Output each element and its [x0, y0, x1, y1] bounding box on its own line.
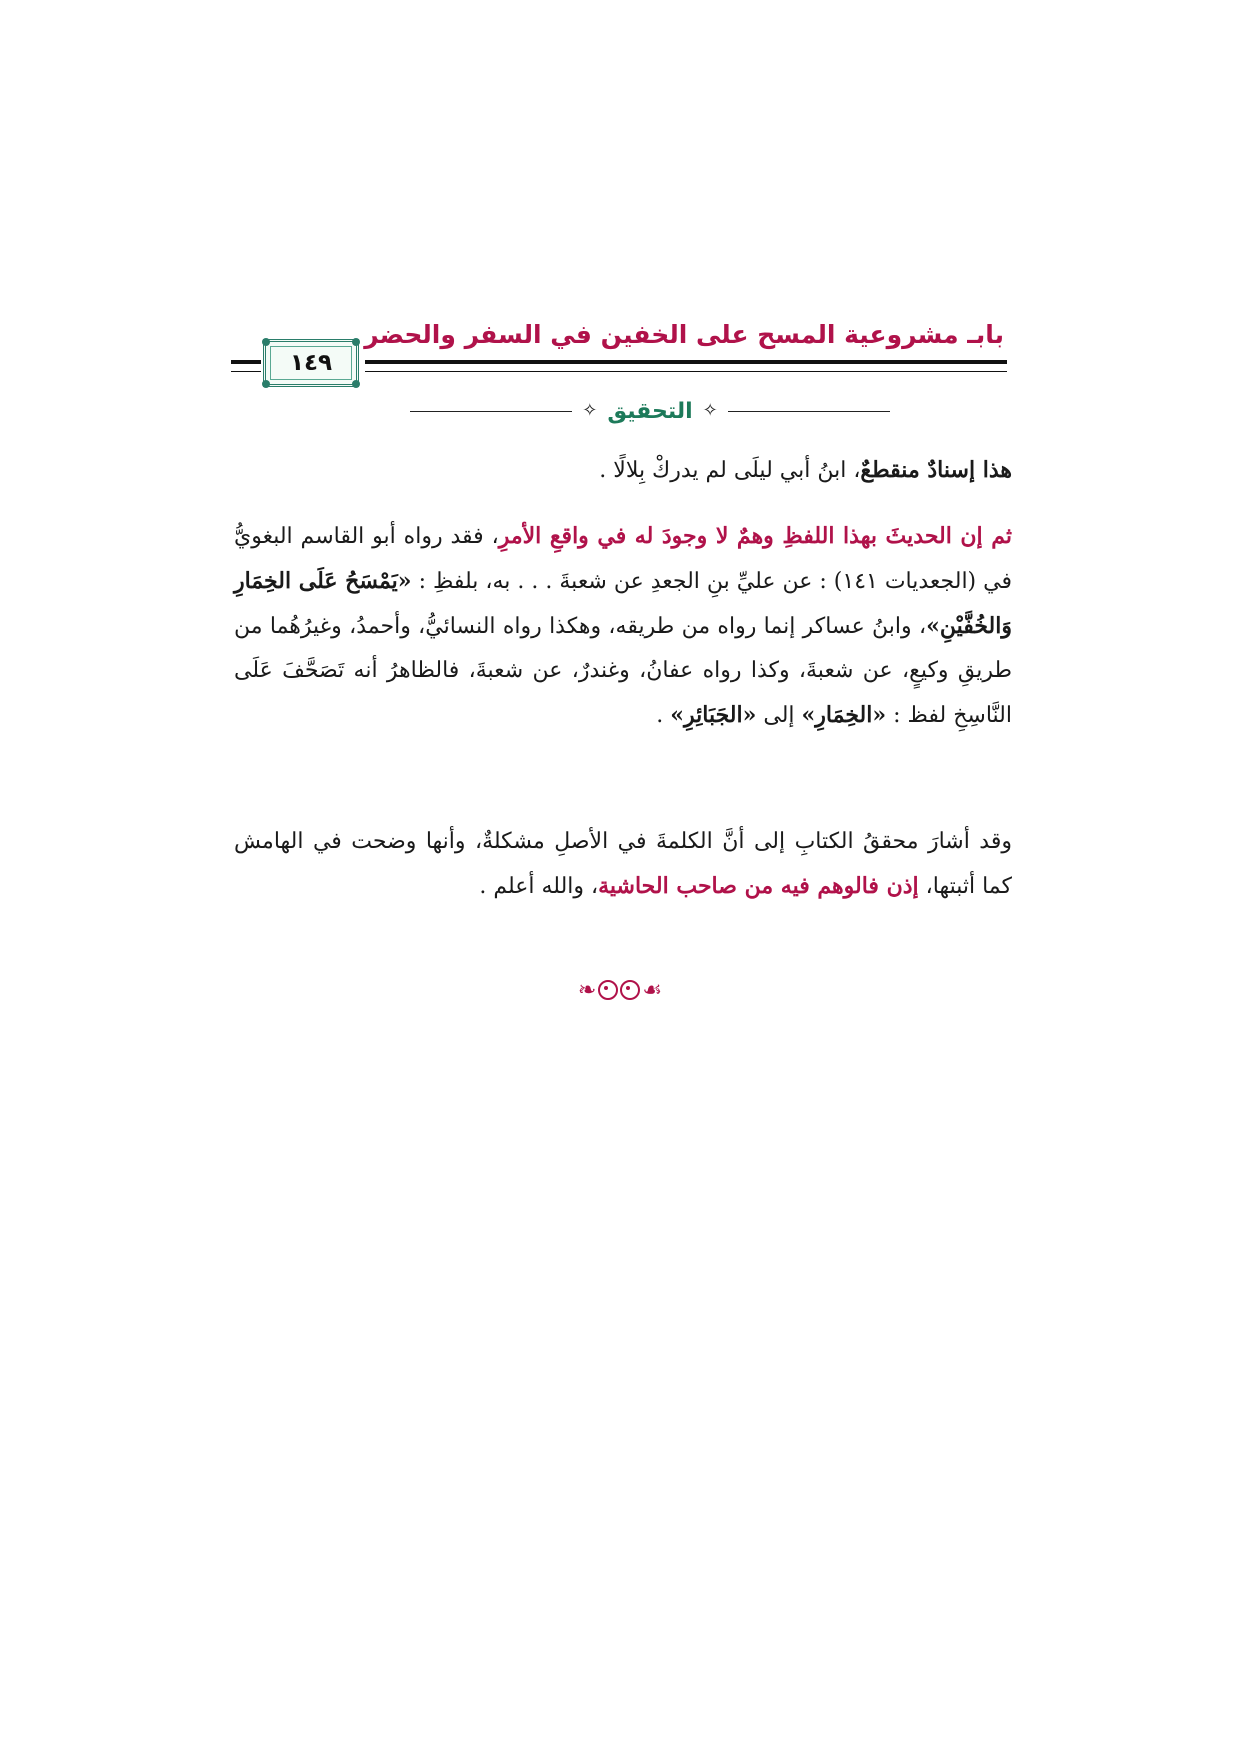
header-rule-thick	[365, 360, 1007, 364]
header-rule-left-thick	[231, 360, 261, 364]
fleuron-icon: ❧	[577, 977, 597, 1003]
ornament-line-left	[410, 411, 572, 412]
flower-icon	[598, 980, 618, 1000]
closing-ornament	[560, 972, 680, 1008]
header-rule-thin	[365, 371, 1007, 372]
section-heading	[410, 394, 890, 428]
page-number: ١٤٩	[289, 350, 333, 376]
ornament-line-right	[728, 411, 890, 412]
quoted-word: «الخِمَارِ»	[801, 702, 887, 728]
text-run: وقد أشارَ محققُ الكتابِ إلى أنَّ الكلمةَ في الأصلِ مشكلةٌ، وأنها وضحت في الهامش كما أثبتها،	[234, 829, 1012, 899]
text-run: ، ابنُ أبي ليلَى لم يدركْ بِلالًا .	[599, 458, 861, 483]
paragraph-2	[234, 514, 1012, 738]
paragraph-1	[234, 448, 1012, 493]
flower-icon	[620, 980, 640, 1000]
quoted-word: «الجَبَائِرِ»	[670, 702, 757, 728]
frame-corner-ornament	[352, 338, 360, 346]
fleuron-icon: ☙	[642, 977, 663, 1003]
chapter-title: بابـ مشروعية المسح على الخفين في السفر والحضر	[364, 320, 1004, 349]
swirl-ornament-icon: ✧	[702, 400, 718, 421]
text-run: ، والله أعلم .	[479, 874, 599, 899]
hadith-quote: «يَمْسَحُ عَلَى الخِمَارِ وَالخُفَّيْنِ»	[234, 568, 1012, 639]
text-run: ، فقد رواه أبو القاسم البغويُّ في (الجعديات ١٤١) : عن عليِّ بنِ الجعدِ عن شعبةَ . . . به، بلفظِ :	[234, 524, 1012, 594]
page-number-frame	[263, 339, 359, 387]
frame-corner-ornament	[262, 380, 270, 388]
text-run: .	[656, 703, 671, 728]
highlighted-phrase: إذن فالوهم فيه من صاحب الحاشية	[598, 873, 919, 899]
text-run: إلى	[763, 703, 802, 728]
section-title: التحقيق	[607, 398, 693, 424]
swirl-ornament-icon: ✧	[582, 400, 598, 421]
highlighted-phrase: ثم إن الحديثَ بهذا اللفظِ وهمٌ لا وجودَ له في واقعِ الأمرِ	[498, 523, 1013, 549]
bold-phrase: هذا إسنادٌ منقطعٌ	[860, 457, 1012, 483]
paragraph-3	[234, 820, 1012, 909]
text-run: ، وابنُ عساكر إنما رواه من طريقه، وهكذا رواه النسائيُّ، وأحمدُ، وغيرُهُما من طريقِ وكيعٍ، عن شعبةَ، وكذا رواه عفانُ، وغندرٌ، عن شعبةَ، فالظاهرُ أنه تَصَحَّفَ عَلَى النَّاسِخِ لفظ :	[234, 614, 1012, 728]
frame-corner-ornament	[352, 380, 360, 388]
frame-corner-ornament	[262, 338, 270, 346]
header-rule-left-thin	[231, 371, 261, 372]
